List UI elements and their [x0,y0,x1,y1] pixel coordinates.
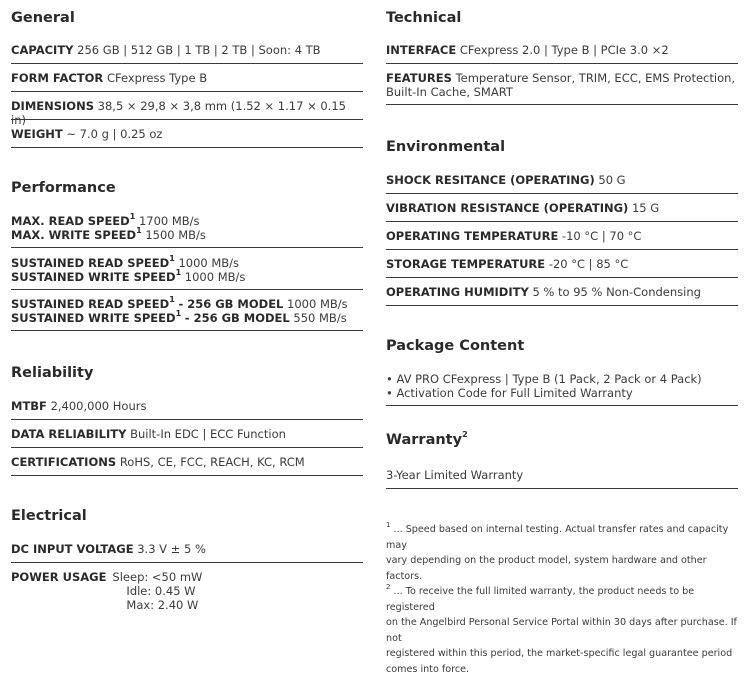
certifications-label: CERTIFICATIONS [11,455,116,469]
dimensions-value: 38,5 × 29,8 × 3,8 mm (1.52 × 1.17 × 0.15 in) [11,99,346,127]
shock-row [386,173,738,194]
weight-row [11,127,363,148]
package-heading: Package Content [386,338,524,354]
max-write-value: 1500 MB/s [145,228,206,242]
vibration-value: 15 G [632,201,659,215]
package-item: • Activation Code for Full Limited Warranty [386,386,738,400]
electrical-heading: Electrical [11,508,87,524]
max-speed-row [11,214,363,248]
sustained-read-value: 1000 MB/s [178,256,239,270]
power-max: Max: 2.40 W [112,598,202,612]
form-factor-value: CFexpress Type B [107,71,207,85]
interface-label: INTERFACE [386,43,456,57]
model-256-label: - 256 GB MODEL [178,297,283,311]
mtbf-value: 2,400,000 Hours [51,399,147,413]
dc-input-value: 3.3 V ± 5 % [137,542,206,556]
footnote-ref: 1 [130,212,136,221]
footnote-ref: 1 [169,295,175,304]
data-reliability-value: Built-In EDC | ECC Function [130,427,286,441]
dc-input-label: DC INPUT VOLTAGE [11,542,134,556]
power-usage-label: POWER USAGE [11,570,106,614]
power-idle: Idle: 0.45 W [112,584,202,598]
storage-temp-label: STORAGE TEMPERATURE [386,257,545,271]
data-reliability-label: DATA RELIABILITY [11,427,126,441]
footnote-1-line: vary depending on the product model, system hardware and other factors. [386,553,738,584]
general-heading: General [11,10,75,26]
operating-temp-value: -10 °C | 70 °C [562,229,641,243]
max-read-value: 1700 MB/s [139,214,200,228]
warranty-text: 3-Year Limited Warranty [386,468,523,482]
sustained-256-row [11,297,363,331]
power-sleep: Sleep: <50 mW [112,570,202,584]
dimensions-label: DIMENSIONS [11,99,94,113]
operating-temp-row [386,229,738,250]
form-factor-row [11,71,363,92]
shock-value: 50 G [598,173,625,187]
warranty-row [386,468,738,489]
sustained-write-256-value: 550 MB/s [293,311,346,325]
footnote-ref: 1 [169,254,175,263]
footnote-1-line: ... Speed based on internal testing. Actual transfer rates and capacity may [386,524,728,551]
footnote-2-line: on the Angelbird Personal Service Portal within 30 days after purchase. If not [386,615,738,646]
dimensions-row [11,99,363,120]
footnote-ref: 1 [136,226,142,235]
operating-temp-label: OPERATING TEMPERATURE [386,229,558,243]
humidity-value: 5 % to 95 % Non-Condensing [532,285,701,299]
weight-value: ~ 7.0 g | 0.25 oz [66,127,162,141]
max-read-label: MAX. READ SPEED [11,214,130,228]
performance-heading: Performance [11,180,116,196]
footnote-number: 1 [386,521,390,529]
technical-heading: Technical [386,10,461,26]
sustained-write-label: SUSTAINED WRITE SPEED [11,270,176,284]
features-label: FEATURES [386,71,452,85]
data-reliability-row [11,427,363,448]
model-256-label: - 256 GB MODEL [185,311,290,325]
max-write-label: MAX. WRITE SPEED [11,228,136,242]
humidity-label: OPERATING HUMIDITY [386,285,529,299]
footnote-ref: 1 [176,309,182,318]
vibration-row [386,201,738,222]
reliability-heading: Reliability [11,365,93,381]
package-item: • AV PRO CFexpress | Type B (1 Pack, 2 Pack or 4 Pack) [386,372,738,386]
capacity-row [11,43,363,64]
sustained-write-256-label: SUSTAINED WRITE SPEED [11,311,176,325]
features-row [386,71,738,105]
certifications-row [11,455,363,476]
footnote-2-line: registered within this period, the market-specific legal guarantee period [386,646,738,662]
power-usage-values [112,570,202,614]
power-usage-row [11,570,363,614]
sustained-read-label: SUSTAINED READ SPEED [11,256,169,270]
footnote-2-line: ... To receive the full limited warranty, the product needs to be registered [386,586,694,613]
capacity-label: CAPACITY [11,43,74,57]
footnote-ref: 1 [176,268,182,277]
humidity-row [386,285,738,306]
sustained-read-256-value: 1000 MB/s [287,297,348,311]
environmental-heading: Environmental [386,139,505,155]
footnote-ref: 2 [462,430,468,439]
footnotes [386,522,738,677]
certifications-value: RoHS, CE, FCC, REACH, KC, RCM [120,455,305,469]
form-factor-label: FORM FACTOR [11,71,103,85]
storage-temp-row [386,257,738,278]
footnote-number: 2 [386,583,390,591]
dc-input-row [11,542,363,563]
footnote-2-line: comes into force. [386,662,738,677]
interface-row [386,43,738,64]
warranty-heading [386,432,468,448]
vibration-label: VIBRATION RESISTANCE (OPERATING) [386,201,628,215]
weight-label: WEIGHT [11,127,63,141]
package-list [386,372,738,406]
sustained-speed-row [11,256,363,290]
mtbf-row [11,399,363,420]
mtbf-label: MTBF [11,399,47,413]
interface-value: CFexpress 2.0 | Type B | PCIe 3.0 ×2 [460,43,669,57]
sustained-write-value: 1000 MB/s [185,270,246,284]
shock-label: SHOCK RESITANCE (OPERATING) [386,173,595,187]
sustained-read-256-label: SUSTAINED READ SPEED [11,297,169,311]
storage-temp-value: -20 °C | 85 °C [549,257,628,271]
warranty-title: Warranty [386,432,462,448]
features-value: Temperature Sensor, TRIM, ECC, EMS Protection, [456,71,736,85]
capacity-value: 256 GB | 512 GB | 1 TB | 2 TB | Soon: 4 TB [77,43,320,57]
features-value-2: Built-In Cache, SMART [386,85,738,99]
